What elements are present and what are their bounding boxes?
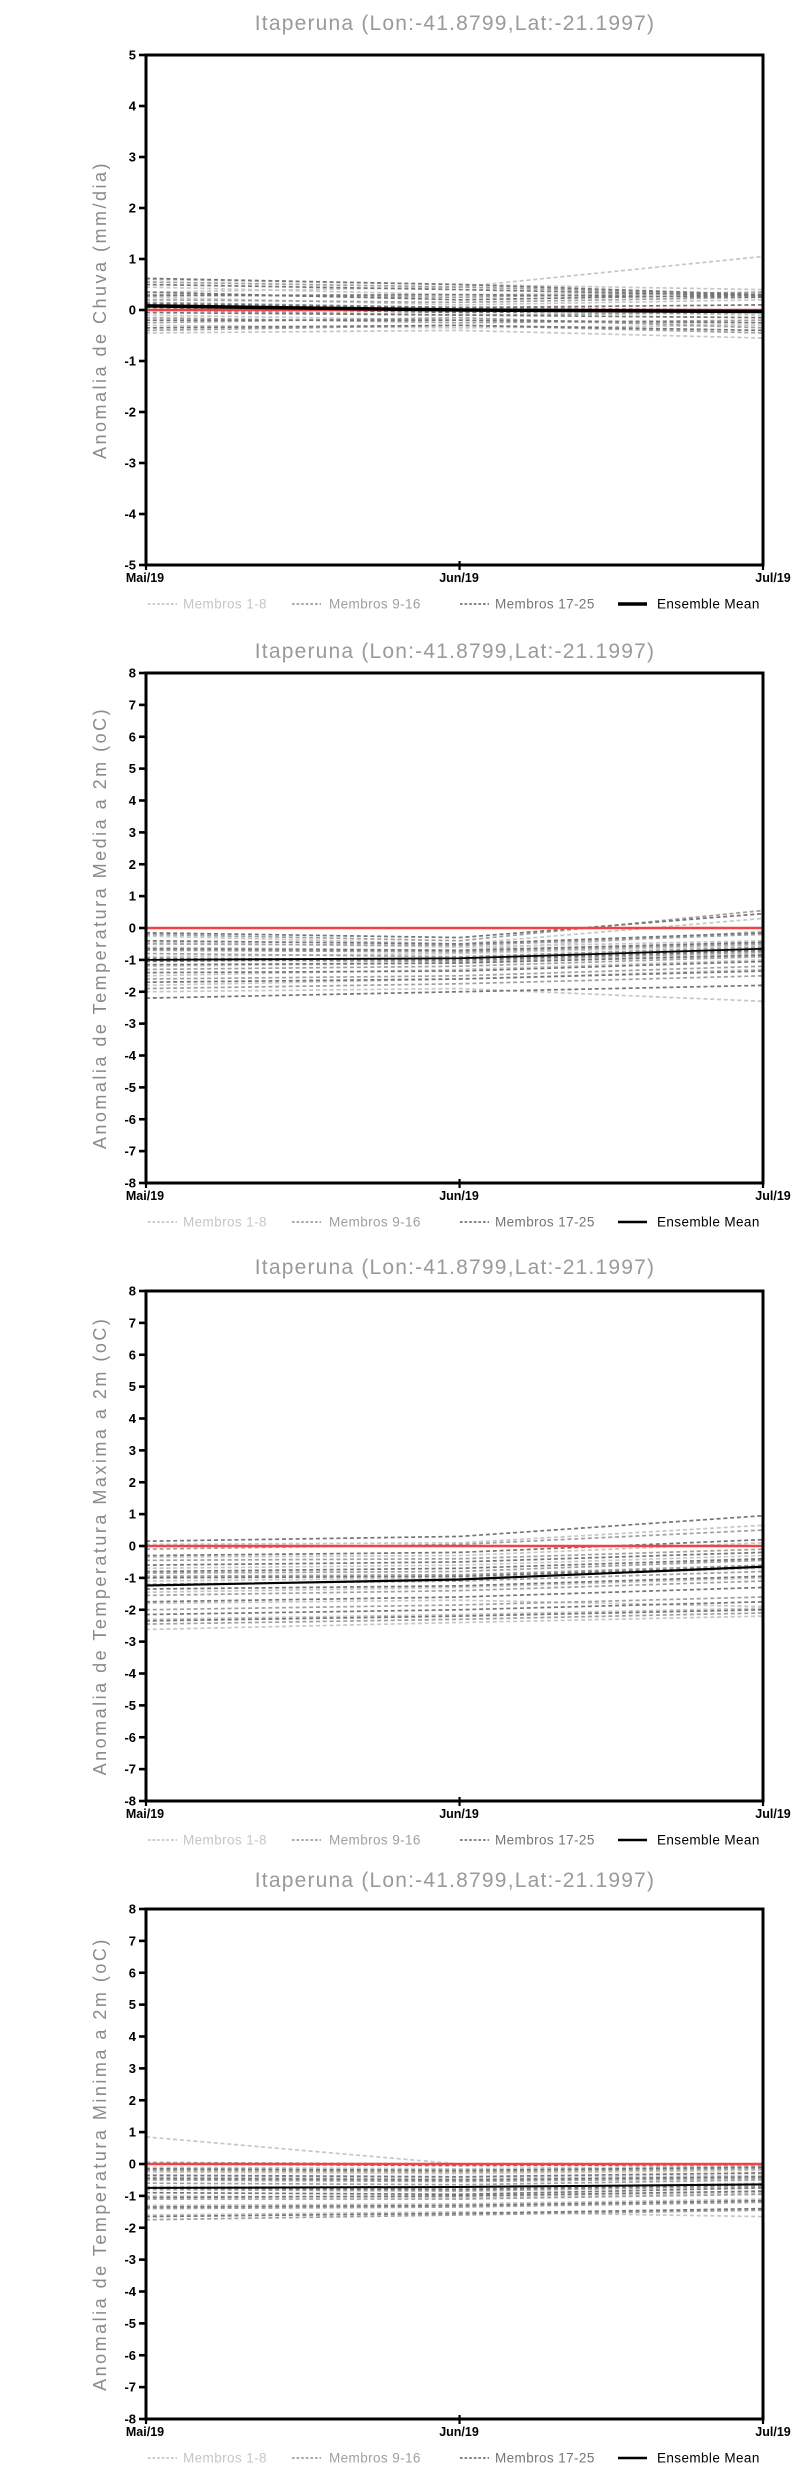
y-tick-label: -3 [124, 2252, 136, 2268]
y-tick-label: -6 [124, 1111, 136, 1127]
y-tick-label: 7 [128, 697, 136, 713]
chart-title: Itaperuna (Lon:-41.8799,Lat:-21.1997) [254, 640, 656, 663]
y-tick-label: -2 [124, 984, 136, 1000]
y-tick-label: -4 [124, 2284, 136, 2300]
chart-title: Itaperuna (Lon:-41.8799,Lat:-21.1997) [254, 12, 656, 35]
chart-title: Itaperuna (Lon:-41.8799,Lat:-21.1997) [254, 1869, 656, 1892]
chart-title: Itaperuna (Lon:-41.8799,Lat:-21.1997) [254, 1256, 656, 1279]
chart-block-temp-maxima [0, 1236, 800, 1854]
y-tick-label: 6 [128, 1965, 136, 1981]
y-tick-label: -5 [124, 1079, 136, 1095]
x-tick-label: Mai/19 [125, 571, 165, 585]
y-tick-label: 3 [128, 2060, 136, 2076]
y-tick-label: 5 [128, 1379, 136, 1395]
y-tick-label: -2 [124, 1602, 136, 1618]
y-tick-label: 3 [128, 824, 136, 840]
x-tick-label: Jul/19 [755, 1807, 791, 1821]
member-line [146, 330, 763, 338]
y-tick-label: 3 [128, 1442, 136, 1458]
legend-label: Membros 9-16 [329, 596, 421, 612]
y-tick-label: 1 [128, 2124, 136, 2140]
y-tick-label: -3 [124, 1016, 136, 1032]
legend-label: Membros 9-16 [329, 1214, 421, 1230]
y-tick-label: 1 [128, 251, 136, 267]
legend-label: Ensemble Mean [657, 596, 760, 612]
y-tick-label: -2 [124, 2220, 136, 2236]
chart-canvas [0, 618, 800, 1236]
plot-area [124, 1902, 790, 2466]
legend-label: Membros 1-8 [183, 1832, 267, 1848]
member-line [146, 1616, 763, 1629]
y-tick-label: 2 [128, 200, 136, 216]
y-tick-label: 7 [128, 1315, 136, 1331]
legend-label: Membros 17-25 [495, 1214, 595, 1230]
x-tick-label: Jun/19 [439, 1807, 479, 1821]
y-tick-label: 3 [128, 149, 136, 165]
legend-label: Membros 17-25 [495, 1832, 595, 1848]
y-tick-label: -4 [124, 1666, 136, 1682]
y-tick-label: -4 [124, 506, 136, 522]
y-tick-label: 2 [128, 2092, 136, 2108]
plot-area [124, 1284, 790, 1848]
y-tick-label: -6 [124, 2347, 136, 2363]
x-tick-label: Jun/19 [439, 1189, 479, 1203]
x-tick-label: Mai/19 [125, 1807, 165, 1821]
y-tick-label: -5 [124, 2315, 136, 2331]
chart-canvas [0, 1854, 800, 2472]
y-tick-label: 4 [128, 98, 136, 114]
y-tick-label: 0 [128, 2156, 136, 2172]
y-tick-label: 8 [128, 1283, 136, 1299]
y-tick-label: -4 [124, 1048, 136, 1064]
y-tick-label: -7 [124, 2379, 136, 2395]
legend-label: Membros 17-25 [495, 596, 595, 612]
legend-label: Membros 9-16 [329, 2450, 421, 2466]
y-tick-label: 1 [128, 1506, 136, 1522]
member-line [146, 1516, 763, 1542]
x-tick-label: Jul/19 [755, 1189, 791, 1203]
x-tick-label: Jul/19 [755, 571, 791, 585]
y-tick-label: 2 [128, 1474, 136, 1490]
x-tick-label: Jun/19 [439, 571, 479, 585]
y-tick-label: -1 [124, 2188, 136, 2204]
member-line [146, 989, 763, 1002]
y-axis-label: Anomalia de Temperatura Minima a 2m (oC) [90, 1937, 110, 2391]
y-tick-label: 0 [128, 920, 136, 936]
y-tick-label: 6 [128, 729, 136, 745]
y-axis-label: Anomalia de Chuva (mm/dia) [90, 160, 110, 460]
x-tick-label: Mai/19 [125, 2425, 165, 2439]
chart-canvas [0, 1236, 800, 1854]
y-tick-label: -8 [124, 1175, 136, 1191]
x-tick-label: Jul/19 [755, 2425, 791, 2439]
chart-block-temp-minima [0, 1854, 800, 2472]
y-tick-label: 4 [128, 2029, 136, 2045]
legend-label: Membros 9-16 [329, 1832, 421, 1848]
y-tick-label: 5 [128, 1997, 136, 2013]
y-tick-label: 5 [128, 761, 136, 777]
y-tick-label: 8 [128, 1901, 136, 1917]
y-axis-label: Anomalia de Temperatura Media a 2m (oC) [90, 706, 110, 1150]
y-axis-label: Anomalia de Temperatura Maxima a 2m (oC) [90, 1316, 110, 1776]
y-tick-label: 2 [128, 856, 136, 872]
x-tick-label: Mai/19 [125, 1189, 165, 1203]
y-tick-label: 1 [128, 888, 136, 904]
member-line [146, 1602, 763, 1615]
y-tick-label: 6 [128, 1347, 136, 1363]
y-tick-label: 7 [128, 1933, 136, 1949]
y-tick-label: -5 [124, 557, 136, 573]
y-tick-label: -6 [124, 1729, 136, 1745]
y-tick-label: 0 [128, 1538, 136, 1554]
chart-block-temp-media [0, 618, 800, 1236]
legend-label: Ensemble Mean [657, 1214, 760, 1230]
y-tick-label: -7 [124, 1761, 136, 1777]
legend-label: Membros 1-8 [183, 1214, 267, 1230]
y-tick-label: -7 [124, 1143, 136, 1159]
plot-area [124, 666, 790, 1230]
chart-canvas [0, 0, 800, 618]
legend-label: Membros 17-25 [495, 2450, 595, 2466]
member-line [146, 2137, 763, 2166]
y-tick-label: 8 [128, 665, 136, 681]
legend-label: Ensemble Mean [657, 1832, 760, 1848]
y-tick-label: 4 [128, 1411, 136, 1427]
legend-label: Ensemble Mean [657, 2450, 760, 2466]
x-tick-label: Jun/19 [439, 2425, 479, 2439]
y-tick-label: -1 [124, 1570, 136, 1586]
y-tick-label: 0 [128, 302, 136, 318]
y-tick-label: -8 [124, 1793, 136, 1809]
legend-label: Membros 1-8 [183, 2450, 267, 2466]
y-tick-label: -5 [124, 1697, 136, 1713]
chart-block-precipitation [0, 0, 800, 618]
member-line [146, 985, 763, 998]
y-tick-label: -8 [124, 2411, 136, 2427]
y-tick-label: -1 [124, 952, 136, 968]
y-tick-label: 5 [128, 47, 136, 63]
y-tick-label: 4 [128, 793, 136, 809]
legend-label: Membros 1-8 [183, 596, 267, 612]
y-tick-label: -1 [124, 353, 136, 369]
y-tick-label: -2 [124, 404, 136, 420]
y-tick-label: -3 [124, 1634, 136, 1650]
plot-area [124, 48, 790, 612]
y-tick-label: -3 [124, 455, 136, 471]
